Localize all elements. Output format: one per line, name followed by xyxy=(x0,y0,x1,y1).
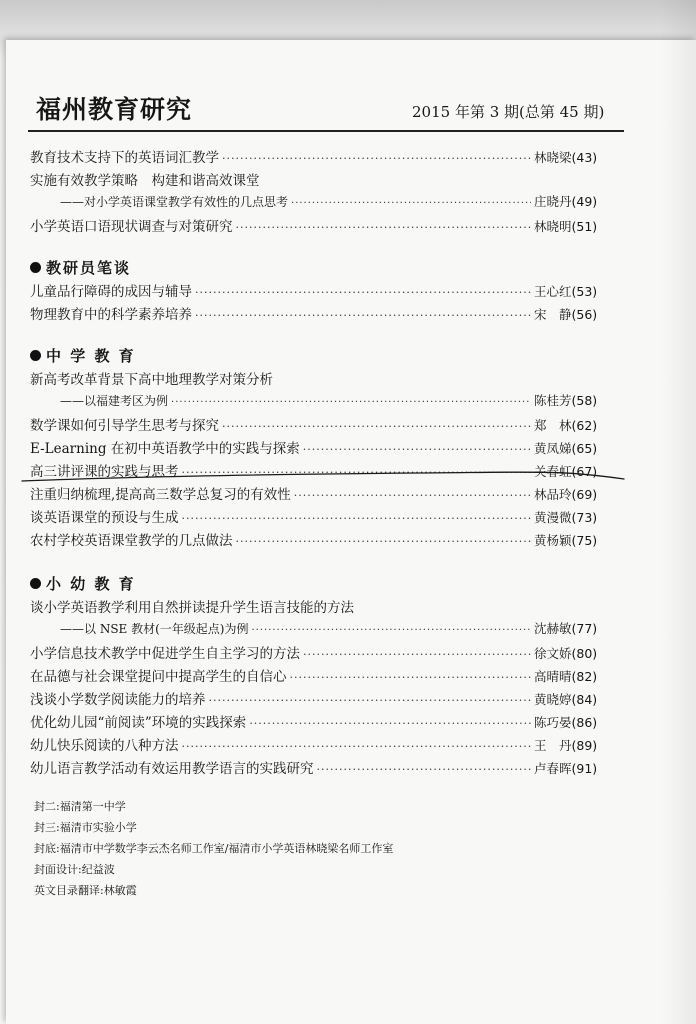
entry-author-page: 黄凤娣(65) xyxy=(534,441,598,456)
journal-title: 福州教育研究 xyxy=(36,95,193,124)
entry-author-page: 陈巧晏(86) xyxy=(534,715,598,730)
entry-author-page: 关春虹(67) xyxy=(534,464,598,479)
entry-author-page: 黄漫微(73) xyxy=(534,510,598,525)
issue-info: 2015 年第 3 期(总第 45 期) xyxy=(412,103,605,121)
credit-line: 封二:福清第一中学 xyxy=(34,800,126,813)
leader-dots xyxy=(171,397,531,408)
toc-entry[interactable] xyxy=(30,757,620,780)
toc-entry-subtitle[interactable] xyxy=(30,192,620,215)
credits-block xyxy=(34,798,393,903)
toc-entry[interactable] xyxy=(30,596,620,619)
section-title: 小 幼 教 育 xyxy=(46,574,136,593)
entry-title: 在品德与社会课堂提问中提高学生的自信心 xyxy=(30,669,287,685)
toc-entry[interactable] xyxy=(30,665,620,688)
entry-author-page: 卢春晖(91) xyxy=(534,761,598,776)
leader-dots xyxy=(236,221,532,234)
entry-title: 优化幼儿园“前阅读”环境的实践探索 xyxy=(30,715,247,731)
entry-title: 谈小学英语教学利用自然拼读提升学生语言技能的方法 xyxy=(30,600,354,616)
entry-author-page: 陈桂芳(58) xyxy=(534,393,598,408)
entry-title: 教育技术支持下的英语词汇教学 xyxy=(30,150,219,166)
toc-entry[interactable] xyxy=(30,642,620,665)
entry-title: 高三讲评课的实践与思考 xyxy=(30,464,179,480)
entry-title: 谈英语课堂的预设与生成 xyxy=(30,510,179,526)
bullet-icon xyxy=(30,350,41,361)
toc-entry[interactable] xyxy=(30,688,620,711)
previous-page-shadow xyxy=(0,0,696,42)
entry-author-page: 林品玲(69) xyxy=(534,487,598,502)
entry-title: 小学信息技术教学中促进学生自主学习的方法 xyxy=(30,646,300,662)
leader-dots xyxy=(195,286,531,299)
toc-entry-subtitle[interactable] xyxy=(30,391,620,414)
leader-dots xyxy=(249,717,531,730)
leader-dots xyxy=(209,694,532,707)
toc-entry[interactable] xyxy=(30,506,620,529)
toc-entry[interactable] xyxy=(30,437,620,460)
leader-dots xyxy=(291,198,531,209)
toc-entry[interactable] xyxy=(30,734,620,757)
section-heading-researcher xyxy=(30,254,620,280)
toc-entry[interactable] xyxy=(30,483,620,506)
title-rule xyxy=(28,130,624,132)
leader-dots xyxy=(317,763,532,776)
entry-author-page: 黄杨颖(75) xyxy=(534,533,598,548)
entry-subtitle: ——对小学英语课堂教学有效性的几点思考 xyxy=(60,195,289,209)
toc-entry[interactable] xyxy=(30,529,620,552)
entry-author-page: 林晓梁(43) xyxy=(534,150,598,165)
entry-author-page: 高晴晴(82) xyxy=(534,669,598,684)
section-title: 教研员笔谈 xyxy=(46,258,132,277)
entry-author-page: 徐文娇(80) xyxy=(534,646,598,661)
leader-dots xyxy=(290,671,532,684)
entry-title: E-Learning 在初中英语教学中的实践与探索 xyxy=(30,441,300,457)
toc-entry[interactable] xyxy=(30,368,620,391)
toc-entry[interactable] xyxy=(30,414,620,437)
toc-entry-subtitle[interactable] xyxy=(30,619,620,642)
entry-title: 小学英语口语现状调查与对策研究 xyxy=(30,219,233,235)
credit-line: 封面设计:纪益波 xyxy=(34,863,115,876)
toc-entry[interactable] xyxy=(30,711,620,734)
entry-title: 实施有效教学策略 构建和谐高效课堂 xyxy=(30,173,260,189)
toc-entry[interactable] xyxy=(30,280,620,303)
leader-dots xyxy=(222,420,531,433)
leader-dots xyxy=(182,740,532,753)
leader-dots xyxy=(251,625,531,636)
credit-line: 封底:福清市中学数学李云杰名师工作室/福清市小学英语林晓梁名师工作室 xyxy=(34,842,394,855)
toc-entry[interactable] xyxy=(30,169,620,192)
leader-dots xyxy=(195,309,531,322)
leader-dots xyxy=(222,152,531,165)
leader-dots xyxy=(303,443,531,456)
entry-title: 浅谈小学数学阅读能力的培养 xyxy=(30,692,206,708)
section-heading-middle-school xyxy=(30,342,620,368)
entry-author-page: 宋 静(56) xyxy=(534,307,598,322)
entry-subtitle: ——以 NSE 教材(一年级起点)为例 xyxy=(60,622,249,636)
entry-title: 儿童品行障碍的成因与辅导 xyxy=(30,284,192,300)
bullet-icon xyxy=(30,262,41,273)
toc-entry[interactable] xyxy=(30,146,620,169)
entry-title: 幼儿快乐阅读的八种方法 xyxy=(30,738,179,754)
toc-entry[interactable] xyxy=(30,215,620,238)
page-edge-shading xyxy=(660,0,696,1024)
table-of-contents xyxy=(30,146,620,780)
section-heading-primary-preschool xyxy=(30,570,620,596)
bullet-icon xyxy=(30,578,41,589)
entry-author-page: 王心红(53) xyxy=(534,284,598,299)
leader-dots xyxy=(303,648,531,661)
credit-line: 英文目录翻译:林敏霞 xyxy=(34,884,137,897)
entry-title: 幼儿语言教学活动有效运用教学语言的实践研究 xyxy=(30,761,314,777)
entry-author-page: 王 丹(89) xyxy=(534,738,598,753)
entry-author-page: 林晓明(51) xyxy=(534,219,598,234)
entry-title: 新高考改革背景下高中地理教学对策分析 xyxy=(30,372,273,388)
entry-author-page: 郑 林(62) xyxy=(534,418,598,433)
toc-entry[interactable] xyxy=(30,303,620,326)
credit-line: 封三:福清市实验小学 xyxy=(34,821,137,834)
leader-dots xyxy=(236,535,532,548)
entry-author-page: 庄晓丹(49) xyxy=(534,194,598,209)
entry-title: 农村学校英语课堂教学的几点做法 xyxy=(30,533,233,549)
leader-dots xyxy=(294,489,531,502)
leader-dots xyxy=(182,512,532,525)
entry-author-page: 沈赫敏(77) xyxy=(534,621,598,636)
entry-title: 数学课如何引导学生思考与探究 xyxy=(30,418,219,434)
entry-title: 物理教育中的科学素养培养 xyxy=(30,307,192,323)
entry-subtitle: ——以福建考区为例 xyxy=(60,394,169,408)
toc-entry[interactable] xyxy=(30,460,620,483)
entry-author-page: 黄晓婷(84) xyxy=(534,692,598,707)
leader-dots xyxy=(182,466,532,479)
entry-title: 注重归纳梳理,提高高三数学总复习的有效性 xyxy=(30,487,291,503)
section-title: 中 学 教 育 xyxy=(46,346,136,365)
